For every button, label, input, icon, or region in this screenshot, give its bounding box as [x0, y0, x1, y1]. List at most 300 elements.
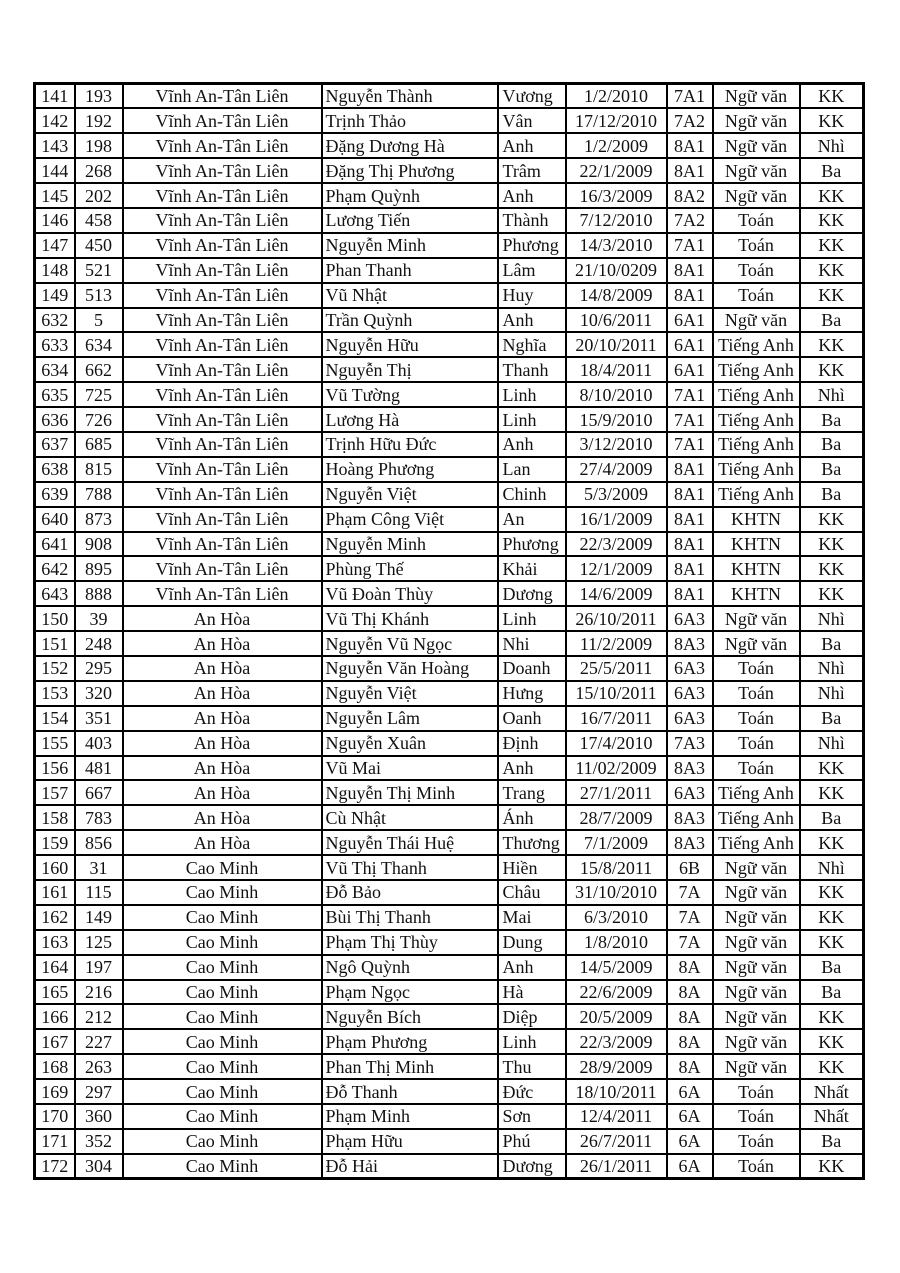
cell-school: Vĩnh An-Tân Liên	[123, 133, 322, 158]
table-row	[35, 1129, 864, 1154]
cell-candidate-number: 295	[75, 656, 123, 681]
cell-given-name: Phương	[498, 532, 566, 557]
cell-prize: Nhì	[800, 681, 864, 706]
cell-surname-middle-name: Phạm Công Việt	[322, 507, 498, 532]
cell-school: An Hòa	[123, 631, 322, 656]
cell-given-name: Dung	[498, 930, 566, 955]
cell-candidate-number: 320	[75, 681, 123, 706]
cell-subject: KHTN	[713, 581, 800, 606]
cell-surname-middle-name: Trịnh Hữu Đức	[322, 432, 498, 457]
cell-class: 7A2	[667, 108, 713, 133]
cell-surname-middle-name: Đỗ Thanh	[322, 1079, 498, 1104]
cell-candidate-number: 212	[75, 1004, 123, 1029]
cell-candidate-number: 634	[75, 332, 123, 357]
cell-row-number: 161	[35, 880, 75, 905]
cell-prize: Nhì	[800, 731, 864, 756]
cell-candidate-number: 685	[75, 432, 123, 457]
cell-date-of-birth: 12/1/2009	[566, 556, 667, 581]
cell-date-of-birth: 20/5/2009	[566, 1004, 667, 1029]
cell-class: 7A1	[667, 233, 713, 258]
cell-prize: Nhì	[800, 606, 864, 631]
cell-class: 8A	[667, 1004, 713, 1029]
cell-school: An Hòa	[123, 756, 322, 781]
cell-given-name: Linh	[498, 382, 566, 407]
cell-row-number: 158	[35, 805, 75, 830]
cell-subject: Ngữ văn	[713, 606, 800, 631]
table-row	[35, 606, 864, 631]
cell-date-of-birth: 17/12/2010	[566, 108, 667, 133]
cell-candidate-number: 351	[75, 706, 123, 731]
cell-prize: KK	[800, 357, 864, 382]
cell-prize: Ba	[800, 457, 864, 482]
cell-row-number: 147	[35, 233, 75, 258]
cell-candidate-number: 908	[75, 532, 123, 557]
cell-class: 8A1	[667, 581, 713, 606]
cell-class: 6A3	[667, 606, 713, 631]
cell-given-name: Anh	[498, 955, 566, 980]
cell-subject: Ngữ văn	[713, 631, 800, 656]
cell-school: An Hòa	[123, 805, 322, 830]
cell-prize: Ba	[800, 407, 864, 432]
table-row	[35, 980, 864, 1005]
cell-prize: KK	[800, 84, 864, 109]
cell-class: 8A1	[667, 158, 713, 183]
cell-subject: Toán	[713, 656, 800, 681]
cell-candidate-number: 115	[75, 880, 123, 905]
cell-subject: Tiếng Anh	[713, 432, 800, 457]
cell-date-of-birth: 1/2/2009	[566, 133, 667, 158]
cell-row-number: 151	[35, 631, 75, 656]
cell-candidate-number: 513	[75, 283, 123, 308]
cell-class: 7A1	[667, 407, 713, 432]
cell-class: 8A1	[667, 133, 713, 158]
table-row	[35, 930, 864, 955]
cell-class: 8A	[667, 1054, 713, 1079]
cell-given-name: Linh	[498, 407, 566, 432]
cell-candidate-number: 31	[75, 855, 123, 880]
cell-surname-middle-name: Vũ Nhật	[322, 283, 498, 308]
cell-school: An Hòa	[123, 780, 322, 805]
cell-class: 7A	[667, 905, 713, 930]
table-row	[35, 158, 864, 183]
cell-date-of-birth: 7/12/2010	[566, 208, 667, 233]
cell-candidate-number: 815	[75, 457, 123, 482]
table-row	[35, 382, 864, 407]
cell-class: 6A1	[667, 308, 713, 333]
cell-class: 8A	[667, 1029, 713, 1054]
cell-given-name: Thương	[498, 830, 566, 855]
cell-subject: Tiếng Anh	[713, 382, 800, 407]
cell-row-number: 641	[35, 532, 75, 557]
cell-candidate-number: 297	[75, 1079, 123, 1104]
cell-subject: Ngữ văn	[713, 880, 800, 905]
cell-school: Vĩnh An-Tân Liên	[123, 308, 322, 333]
cell-school: Vĩnh An-Tân Liên	[123, 283, 322, 308]
cell-candidate-number: 667	[75, 780, 123, 805]
cell-subject: KHTN	[713, 532, 800, 557]
cell-prize: KK	[800, 556, 864, 581]
cell-row-number: 172	[35, 1154, 75, 1179]
cell-given-name: Vương	[498, 84, 566, 109]
cell-date-of-birth: 15/10/2011	[566, 681, 667, 706]
cell-given-name: Châu	[498, 880, 566, 905]
table-row	[35, 532, 864, 557]
cell-candidate-number: 726	[75, 407, 123, 432]
cell-school: Cao Minh	[123, 1004, 322, 1029]
table-row	[35, 258, 864, 283]
cell-row-number: 632	[35, 308, 75, 333]
cell-subject: Tiếng Anh	[713, 830, 800, 855]
cell-date-of-birth: 16/3/2009	[566, 183, 667, 208]
cell-class: 8A	[667, 980, 713, 1005]
cell-candidate-number: 216	[75, 980, 123, 1005]
cell-class: 6A	[667, 1154, 713, 1179]
cell-date-of-birth: 22/1/2009	[566, 158, 667, 183]
cell-subject: Toán	[713, 1154, 800, 1179]
table-row	[35, 1029, 864, 1054]
cell-class: 8A3	[667, 805, 713, 830]
cell-candidate-number: 197	[75, 955, 123, 980]
table-row	[35, 84, 864, 109]
cell-date-of-birth: 20/10/2011	[566, 332, 667, 357]
cell-date-of-birth: 12/4/2011	[566, 1104, 667, 1129]
cell-given-name: Trang	[498, 780, 566, 805]
cell-date-of-birth: 10/6/2011	[566, 308, 667, 333]
cell-candidate-number: 888	[75, 581, 123, 606]
cell-given-name: Diệp	[498, 1004, 566, 1029]
cell-subject: Tiếng Anh	[713, 482, 800, 507]
cell-date-of-birth: 15/9/2010	[566, 407, 667, 432]
cell-prize: Nhất	[800, 1104, 864, 1129]
cell-given-name: Sơn	[498, 1104, 566, 1129]
cell-surname-middle-name: Phạm Hữu	[322, 1129, 498, 1154]
cell-prize: KK	[800, 1154, 864, 1179]
cell-prize: Ba	[800, 308, 864, 333]
cell-surname-middle-name: Phạm Ngọc	[322, 980, 498, 1005]
cell-class: 8A1	[667, 283, 713, 308]
cell-row-number: 169	[35, 1079, 75, 1104]
cell-class: 6A1	[667, 332, 713, 357]
cell-prize: KK	[800, 507, 864, 532]
cell-row-number: 171	[35, 1129, 75, 1154]
cell-class: 6A	[667, 1079, 713, 1104]
cell-date-of-birth: 26/7/2011	[566, 1129, 667, 1154]
cell-surname-middle-name: Đặng Dương Hà	[322, 133, 498, 158]
cell-subject: Ngữ văn	[713, 308, 800, 333]
cell-date-of-birth: 16/7/2011	[566, 706, 667, 731]
cell-prize: KK	[800, 1029, 864, 1054]
cell-given-name: An	[498, 507, 566, 532]
cell-given-name: Ánh	[498, 805, 566, 830]
cell-school: Cao Minh	[123, 855, 322, 880]
cell-prize: Nhất	[800, 1079, 864, 1104]
cell-prize: KK	[800, 930, 864, 955]
table-row	[35, 357, 864, 382]
cell-prize: Nhì	[800, 855, 864, 880]
cell-surname-middle-name: Phạm Minh	[322, 1104, 498, 1129]
table-row	[35, 780, 864, 805]
cell-row-number: 633	[35, 332, 75, 357]
cell-surname-middle-name: Lương Tiến	[322, 208, 498, 233]
cell-given-name: Vân	[498, 108, 566, 133]
cell-school: Cao Minh	[123, 955, 322, 980]
cell-class: 7A1	[667, 84, 713, 109]
cell-row-number: 639	[35, 482, 75, 507]
cell-school: An Hòa	[123, 656, 322, 681]
cell-class: 8A3	[667, 830, 713, 855]
cell-candidate-number: 304	[75, 1154, 123, 1179]
cell-subject: Tiếng Anh	[713, 407, 800, 432]
cell-class: 7A1	[667, 382, 713, 407]
cell-surname-middle-name: Trịnh Thảo	[322, 108, 498, 133]
cell-class: 8A1	[667, 507, 713, 532]
cell-prize: Nhì	[800, 656, 864, 681]
cell-given-name: Thu	[498, 1054, 566, 1079]
table-row	[35, 183, 864, 208]
cell-school: Cao Minh	[123, 930, 322, 955]
cell-prize: Ba	[800, 1129, 864, 1154]
cell-surname-middle-name: Ngô Quỳnh	[322, 955, 498, 980]
cell-candidate-number: 263	[75, 1054, 123, 1079]
cell-school: Cao Minh	[123, 1154, 322, 1179]
cell-row-number: 163	[35, 930, 75, 955]
cell-date-of-birth: 16/1/2009	[566, 507, 667, 532]
cell-school: Cao Minh	[123, 1029, 322, 1054]
cell-school: An Hòa	[123, 731, 322, 756]
cell-given-name: Oanh	[498, 706, 566, 731]
cell-row-number: 159	[35, 830, 75, 855]
table-row	[35, 581, 864, 606]
cell-date-of-birth: 14/8/2009	[566, 283, 667, 308]
cell-row-number: 141	[35, 84, 75, 109]
cell-given-name: Dương	[498, 581, 566, 606]
table-row	[35, 905, 864, 930]
cell-school: Vĩnh An-Tân Liên	[123, 407, 322, 432]
cell-school: Vĩnh An-Tân Liên	[123, 432, 322, 457]
table-row	[35, 731, 864, 756]
cell-date-of-birth: 22/6/2009	[566, 980, 667, 1005]
cell-class: 6A3	[667, 656, 713, 681]
cell-date-of-birth: 27/4/2009	[566, 457, 667, 482]
cell-subject: Tiếng Anh	[713, 357, 800, 382]
cell-class: 6A1	[667, 357, 713, 382]
cell-row-number: 636	[35, 407, 75, 432]
cell-prize: KK	[800, 581, 864, 606]
cell-candidate-number: 268	[75, 158, 123, 183]
cell-prize: KK	[800, 830, 864, 855]
cell-date-of-birth: 11/02/2009	[566, 756, 667, 781]
cell-candidate-number: 193	[75, 84, 123, 109]
cell-candidate-number: 788	[75, 482, 123, 507]
cell-prize: KK	[800, 233, 864, 258]
cell-date-of-birth: 18/4/2011	[566, 357, 667, 382]
cell-surname-middle-name: Nguyễn Văn Hoàng	[322, 656, 498, 681]
cell-row-number: 156	[35, 756, 75, 781]
cell-surname-middle-name: Nguyễn Thành	[322, 84, 498, 109]
table-row	[35, 482, 864, 507]
cell-class: 8A	[667, 955, 713, 980]
cell-row-number: 164	[35, 955, 75, 980]
cell-school: An Hòa	[123, 681, 322, 706]
cell-given-name: Hưng	[498, 681, 566, 706]
cell-class: 6A	[667, 1129, 713, 1154]
cell-given-name: Anh	[498, 183, 566, 208]
cell-subject: Toán	[713, 283, 800, 308]
cell-class: 6A3	[667, 780, 713, 805]
cell-candidate-number: 360	[75, 1104, 123, 1129]
cell-class: 7A2	[667, 208, 713, 233]
table-row	[35, 407, 864, 432]
cell-candidate-number: 202	[75, 183, 123, 208]
cell-given-name: Phương	[498, 233, 566, 258]
cell-subject: Ngữ văn	[713, 955, 800, 980]
cell-prize: KK	[800, 283, 864, 308]
table-row	[35, 830, 864, 855]
cell-school: An Hòa	[123, 606, 322, 631]
table-row	[35, 656, 864, 681]
cell-school: Vĩnh An-Tân Liên	[123, 457, 322, 482]
cell-date-of-birth: 7/1/2009	[566, 830, 667, 855]
cell-date-of-birth: 15/8/2011	[566, 855, 667, 880]
cell-subject: Ngữ văn	[713, 1054, 800, 1079]
cell-row-number: 148	[35, 258, 75, 283]
cell-surname-middle-name: Đỗ Hải	[322, 1154, 498, 1179]
cell-surname-middle-name: Nguyễn Thị Minh	[322, 780, 498, 805]
cell-given-name: Chinh	[498, 482, 566, 507]
cell-subject: KHTN	[713, 556, 800, 581]
cell-date-of-birth: 31/10/2010	[566, 880, 667, 905]
cell-school: Vĩnh An-Tân Liên	[123, 108, 322, 133]
cell-subject: Toán	[713, 681, 800, 706]
cell-row-number: 152	[35, 656, 75, 681]
cell-row-number: 160	[35, 855, 75, 880]
cell-given-name: Thành	[498, 208, 566, 233]
cell-row-number: 640	[35, 507, 75, 532]
cell-given-name: Trâm	[498, 158, 566, 183]
table-row	[35, 756, 864, 781]
cell-surname-middle-name: Nguyễn Hữu	[322, 332, 498, 357]
cell-given-name: Phú	[498, 1129, 566, 1154]
cell-school: Cao Minh	[123, 1129, 322, 1154]
table-row	[35, 556, 864, 581]
cell-school: Cao Minh	[123, 1079, 322, 1104]
cell-row-number: 165	[35, 980, 75, 1005]
cell-surname-middle-name: Nguyễn Bích	[322, 1004, 498, 1029]
cell-surname-middle-name: Nguyễn Lâm	[322, 706, 498, 731]
cell-surname-middle-name: Nguyễn Việt	[322, 681, 498, 706]
table-row	[35, 1079, 864, 1104]
cell-candidate-number: 192	[75, 108, 123, 133]
cell-class: 6A	[667, 1104, 713, 1129]
cell-surname-middle-name: Vũ Mai	[322, 756, 498, 781]
cell-school: Vĩnh An-Tân Liên	[123, 258, 322, 283]
cell-date-of-birth: 22/3/2009	[566, 532, 667, 557]
cell-date-of-birth: 21/10/0209	[566, 258, 667, 283]
cell-subject: KHTN	[713, 507, 800, 532]
cell-class: 8A1	[667, 482, 713, 507]
cell-candidate-number: 149	[75, 905, 123, 930]
cell-candidate-number: 521	[75, 258, 123, 283]
cell-surname-middle-name: Hoàng Phương	[322, 457, 498, 482]
cell-given-name: Hiền	[498, 855, 566, 880]
results-table-body	[35, 84, 864, 1179]
cell-school: Cao Minh	[123, 980, 322, 1005]
table-row	[35, 507, 864, 532]
cell-surname-middle-name: Nguyễn Thái Huệ	[322, 830, 498, 855]
cell-row-number: 146	[35, 208, 75, 233]
cell-subject: Tiếng Anh	[713, 805, 800, 830]
cell-surname-middle-name: Trần Quỳnh	[322, 308, 498, 333]
cell-given-name: Anh	[498, 756, 566, 781]
cell-candidate-number: 403	[75, 731, 123, 756]
table-row	[35, 681, 864, 706]
cell-row-number: 634	[35, 357, 75, 382]
cell-date-of-birth: 14/6/2009	[566, 581, 667, 606]
cell-candidate-number: 198	[75, 133, 123, 158]
cell-subject: Toán	[713, 258, 800, 283]
cell-prize: KK	[800, 332, 864, 357]
cell-date-of-birth: 3/12/2010	[566, 432, 667, 457]
table-row	[35, 233, 864, 258]
cell-subject: Tiếng Anh	[713, 457, 800, 482]
cell-prize: Ba	[800, 980, 864, 1005]
cell-prize: Ba	[800, 805, 864, 830]
cell-given-name: Anh	[498, 308, 566, 333]
cell-candidate-number: 458	[75, 208, 123, 233]
cell-row-number: 155	[35, 731, 75, 756]
table-row	[35, 332, 864, 357]
cell-prize: KK	[800, 532, 864, 557]
cell-given-name: Mai	[498, 905, 566, 930]
cell-school: Vĩnh An-Tân Liên	[123, 208, 322, 233]
table-row	[35, 880, 864, 905]
cell-school: Vĩnh An-Tân Liên	[123, 581, 322, 606]
cell-row-number: 150	[35, 606, 75, 631]
cell-date-of-birth: 5/3/2009	[566, 482, 667, 507]
cell-subject: Toán	[713, 1104, 800, 1129]
cell-school: Vĩnh An-Tân Liên	[123, 507, 322, 532]
cell-candidate-number: 662	[75, 357, 123, 382]
cell-school: Cao Minh	[123, 1104, 322, 1129]
cell-date-of-birth: 14/3/2010	[566, 233, 667, 258]
cell-subject: Ngữ văn	[713, 980, 800, 1005]
cell-surname-middle-name: Nguyễn Xuân	[322, 731, 498, 756]
table-row	[35, 706, 864, 731]
cell-surname-middle-name: Lương Hà	[322, 407, 498, 432]
cell-subject: Toán	[713, 731, 800, 756]
cell-given-name: Thanh	[498, 357, 566, 382]
table-row	[35, 133, 864, 158]
cell-subject: Tiếng Anh	[713, 332, 800, 357]
cell-candidate-number: 5	[75, 308, 123, 333]
cell-class: 8A2	[667, 183, 713, 208]
cell-class: 6A3	[667, 681, 713, 706]
table-row	[35, 805, 864, 830]
cell-class: 6A3	[667, 706, 713, 731]
cell-surname-middle-name: Nguyễn Việt	[322, 482, 498, 507]
cell-subject: Ngữ văn	[713, 84, 800, 109]
cell-class: 6B	[667, 855, 713, 880]
cell-prize: Ba	[800, 158, 864, 183]
cell-school: Vĩnh An-Tân Liên	[123, 382, 322, 407]
cell-surname-middle-name: Phùng Thế	[322, 556, 498, 581]
table-row	[35, 1104, 864, 1129]
cell-prize: Ba	[800, 432, 864, 457]
cell-surname-middle-name: Vũ Thị Khánh	[322, 606, 498, 631]
cell-row-number: 170	[35, 1104, 75, 1129]
cell-school: Vĩnh An-Tân Liên	[123, 84, 322, 109]
cell-given-name: Khải	[498, 556, 566, 581]
